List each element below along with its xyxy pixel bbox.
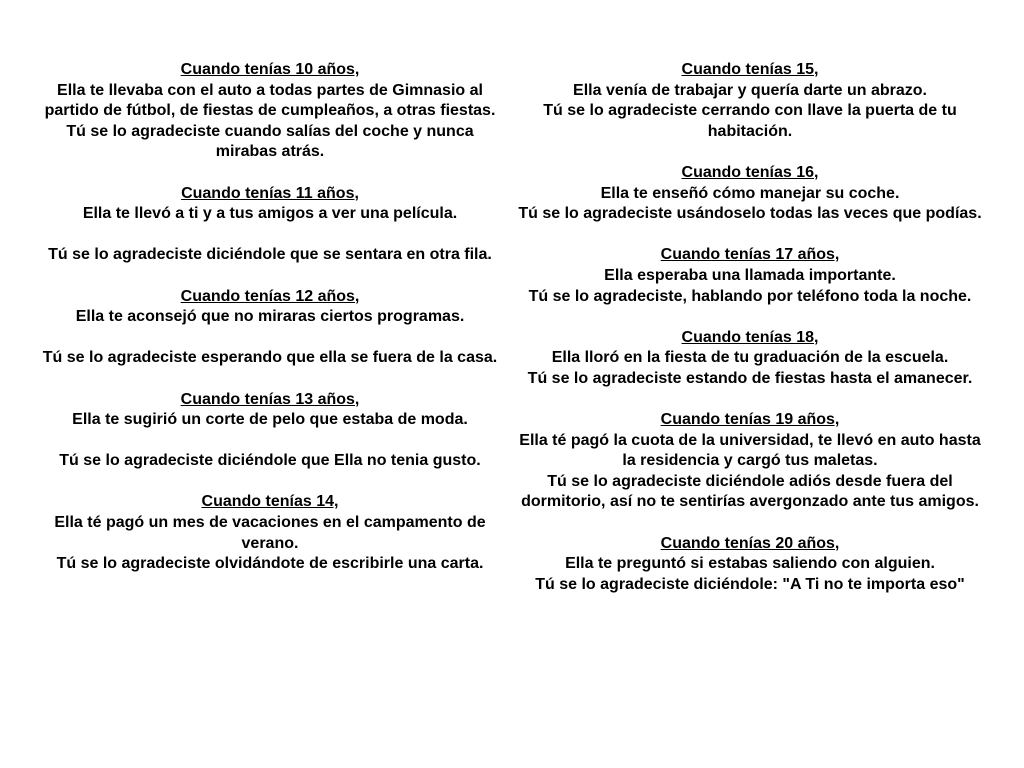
section-heading: Cuando tenías 17 años, <box>660 246 840 264</box>
section-heading: Cuando tenías 16, <box>681 163 819 181</box>
section-heading: Cuando tenías 14, <box>201 493 339 511</box>
right-column <box>512 60 988 595</box>
spacer <box>40 431 500 452</box>
section-age-12 <box>40 287 500 369</box>
spacer <box>40 328 500 349</box>
section-age-11 <box>40 184 500 266</box>
spacer <box>512 225 988 246</box>
section-line: Ella té pagó un mes de vacaciones en el campamento de verano. <box>54 514 486 552</box>
section-age-20 <box>512 534 988 596</box>
section-line: Ella te sugirió un corte de pelo que estaba de moda. <box>72 411 468 429</box>
section-age-10 <box>40 60 500 163</box>
section-age-16 <box>512 163 988 225</box>
spacer <box>40 266 500 287</box>
section-age-13 <box>40 390 500 472</box>
section-heading: Cuando tenías 10 años, <box>180 61 360 78</box>
spacer <box>40 163 500 184</box>
section-line: Ella venía de trabajar y quería darte un abrazo. <box>573 81 927 99</box>
spacer <box>40 225 500 246</box>
spacer <box>512 142 988 163</box>
section-heading: Cuando tenías 15, <box>681 61 819 78</box>
section-line: Tú se lo agradeciste cerrando con llave la puerta de tu habitación. <box>543 102 957 140</box>
left-column <box>40 60 500 575</box>
section-line: Ella te llevó a ti y a tus amigos a ver una película. <box>82 205 458 223</box>
section-line: Tú se lo agradeciste diciéndole adiós desde fuera del dormitorio, así no te sentirías avergonzado ante tus amigos. <box>521 472 979 511</box>
section-line: Tú se lo agradeciste olvidándote de escribirle una carta. <box>56 555 484 573</box>
section-line: Tú se lo agradeciste diciéndole que Ella no tenia gusto. <box>59 452 481 470</box>
section-heading: Cuando tenías 12 años, <box>180 287 360 305</box>
section-line: Ella te enseñó cómo manejar su coche. <box>600 184 900 202</box>
section-age-19 <box>512 410 988 513</box>
section-line: Tú se lo agradeciste esperando que ella se fuera de la casa. <box>42 349 498 367</box>
section-heading: Cuando tenías 19 años, <box>660 411 840 429</box>
section-line: Tú se lo agradeciste, hablando por teléfono toda la noche. <box>528 287 972 305</box>
spacer <box>40 369 500 390</box>
spacer <box>40 472 500 493</box>
section-age-17 <box>512 245 988 307</box>
section-line: Ella te preguntó si estabas saliendo con alguien. <box>565 555 935 573</box>
spacer <box>512 513 988 534</box>
section-line: Ella te aconsejó que no miraras ciertos programas. <box>75 308 465 326</box>
section-line: Ella té pagó la cuota de la universidad, te llevó en auto hasta la residencia y cargó tus maletas. <box>519 431 981 470</box>
section-age-15 <box>512 60 988 142</box>
section-heading: Cuando tenías 18, <box>681 328 819 346</box>
section-line: Tú se lo agradeciste estando de fiestas hasta el amanecer. <box>527 369 973 387</box>
section-age-18 <box>512 328 988 390</box>
section-line: Tú se lo agradeciste usándoselo todas las veces que podías. <box>518 205 982 223</box>
section-age-14 <box>40 492 500 574</box>
section-line: Ella lloró en la fiesta de tu graduación de la escuela. <box>551 349 949 367</box>
section-heading: Cuando tenías 20 años, <box>660 534 840 552</box>
section-line: Tú se lo agradeciste diciéndole: "A Ti no te importa eso" <box>535 575 965 593</box>
section-line: Tú se lo agradeciste diciéndole que se sentara en otra fila. <box>48 246 492 264</box>
spacer <box>512 390 988 411</box>
spacer <box>512 307 988 328</box>
section-heading: Cuando tenías 13 años, <box>180 390 360 408</box>
section-line: Ella te llevaba con el auto a todas partes de Gimnasio al partido de fútbol, de fiestas de cumpleaños, a otras fiestas. <box>44 81 496 120</box>
section-line: Tú se lo agradeciste cuando salías del coche y nunca mirabas atrás. <box>66 122 474 161</box>
section-line: Ella esperaba una llamada importante. <box>604 266 896 284</box>
section-heading: Cuando tenías 11 años, <box>181 184 359 202</box>
